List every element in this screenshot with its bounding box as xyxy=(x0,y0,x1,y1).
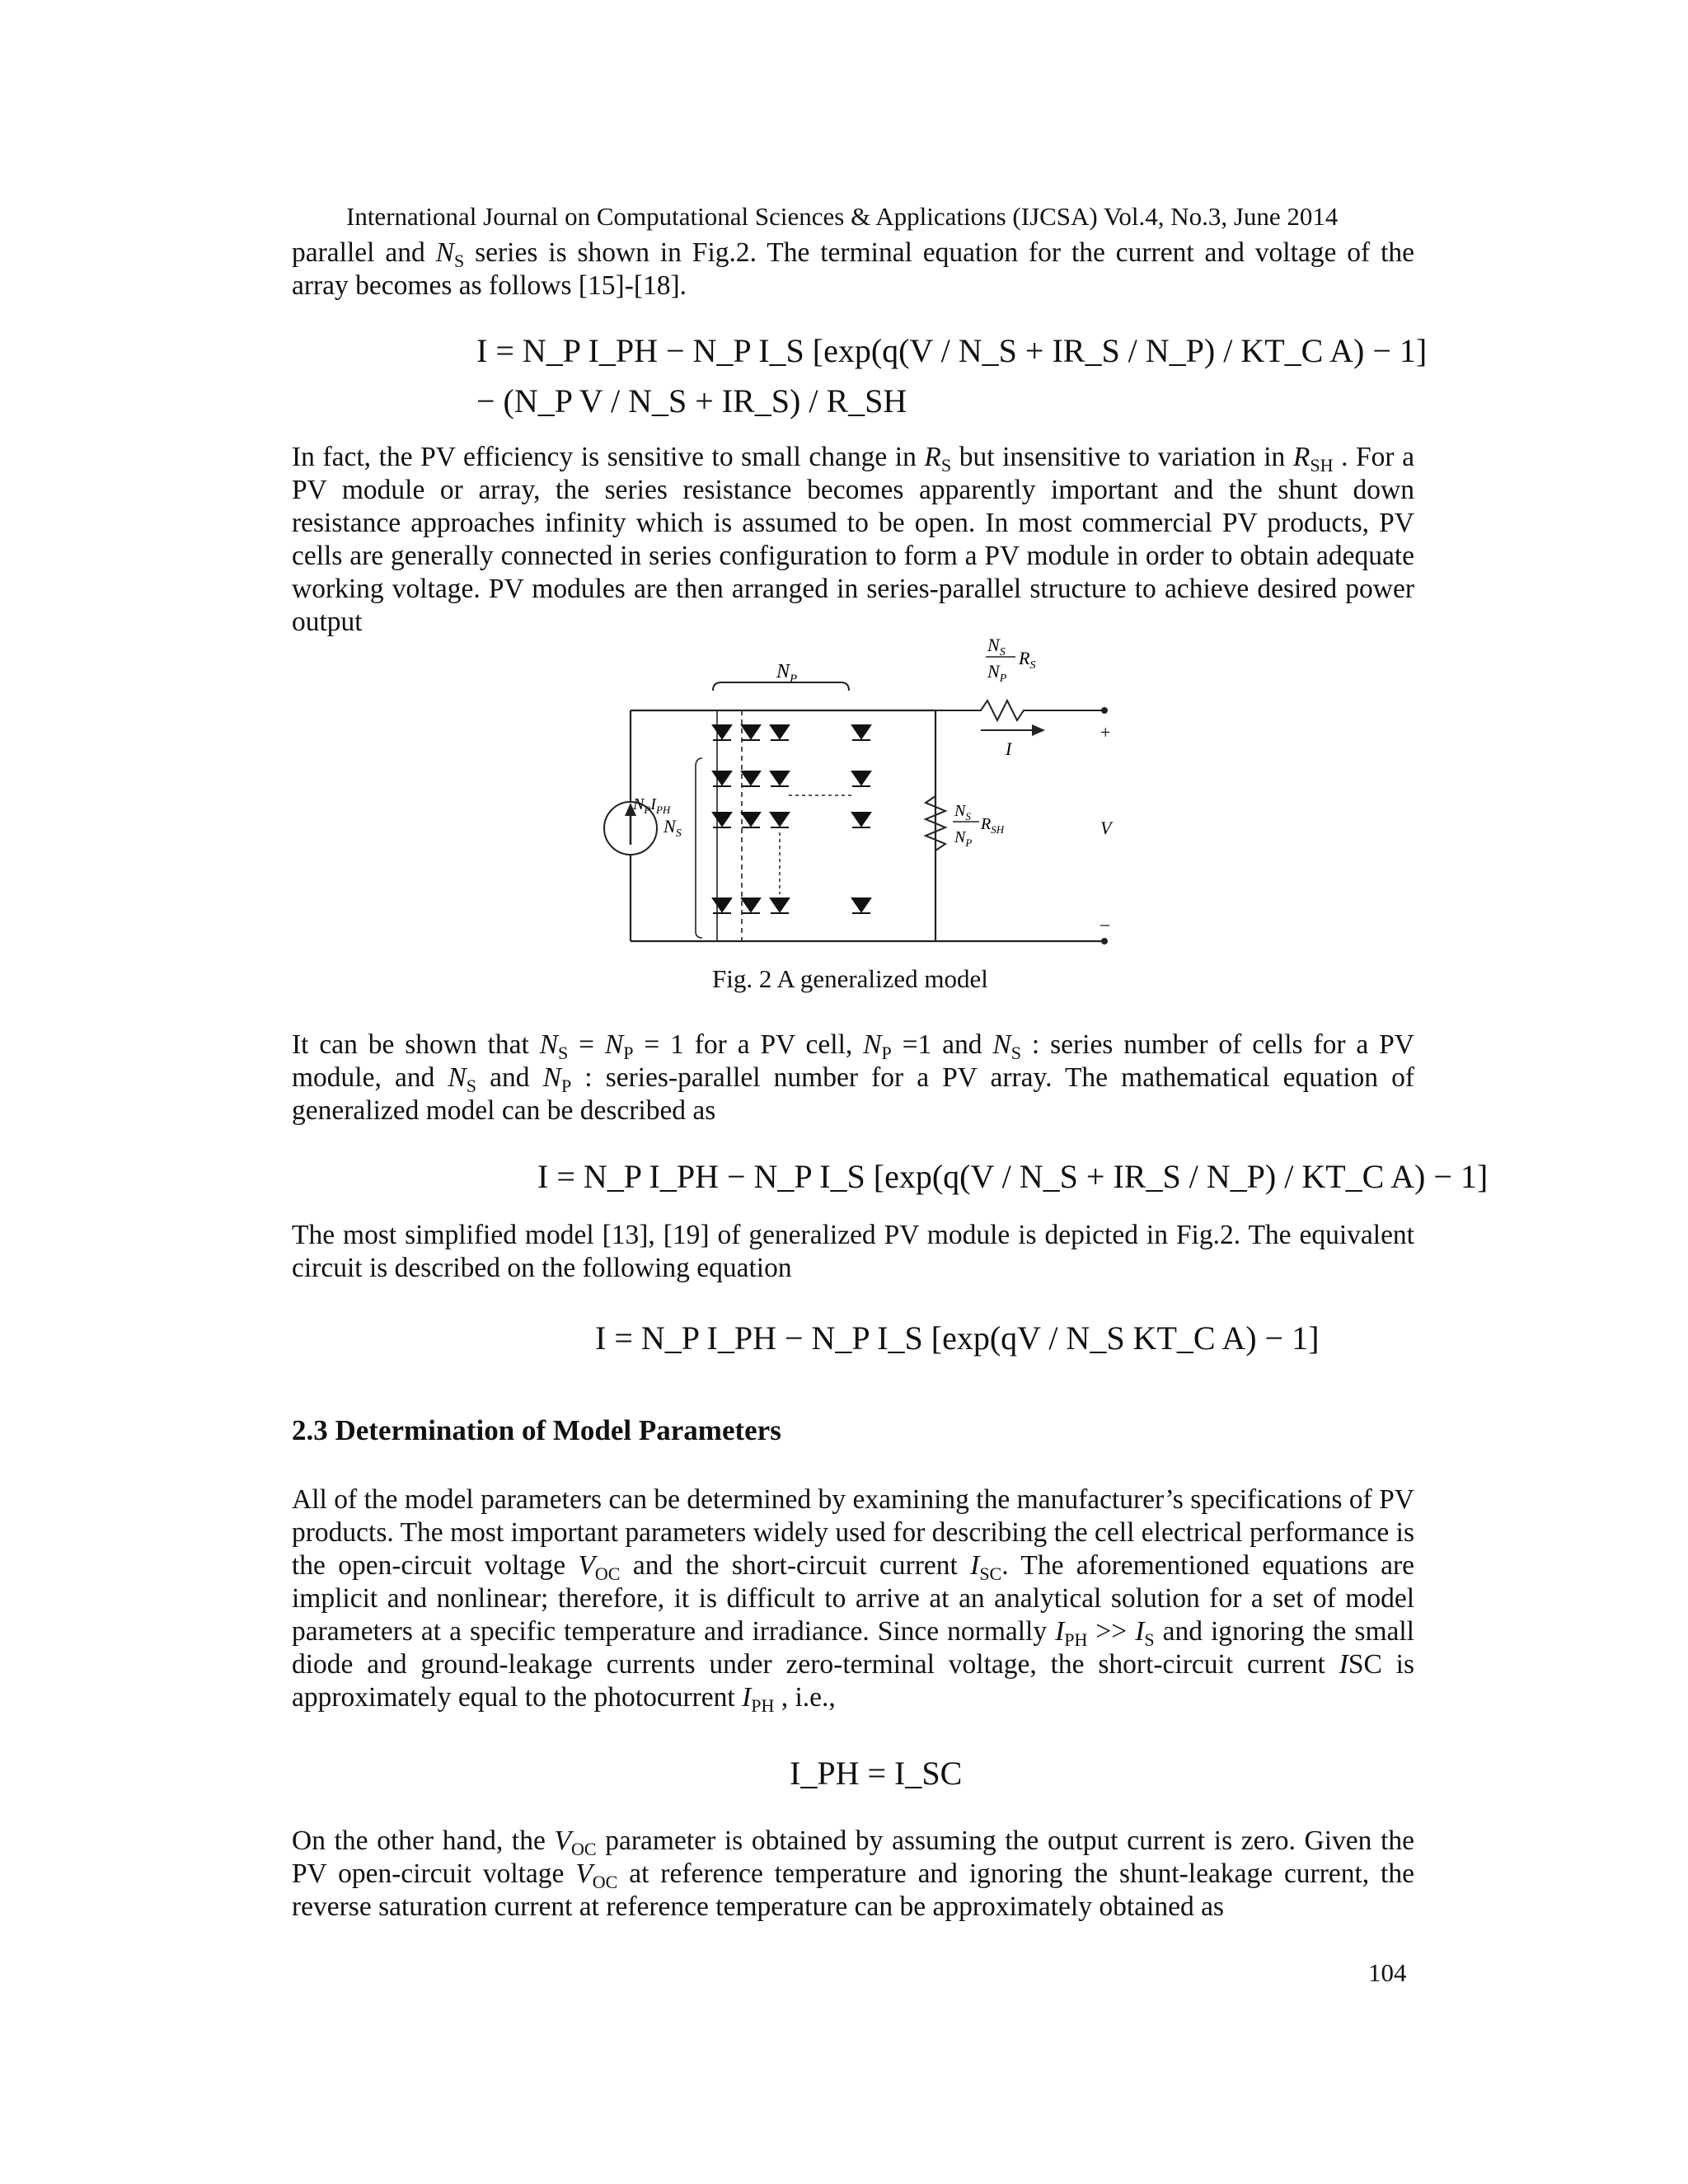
rsh-fraction-den: $N_P$ xyxy=(954,828,973,849)
diode xyxy=(713,725,731,738)
minus-sign: – xyxy=(1100,913,1109,934)
paragraph-3: It can be shown that $N_S = N_P = 1$ for a PV cell, $N_P =1$ and $N_S$ : series number of cells for a PV module, and $N_S$ and $N_P$ : series-parallel number for a PV array. The mathematical equation of generalized model can be described as xyxy=(292,1029,1415,1126)
current-arrow xyxy=(1032,724,1045,736)
rsh-label: $R_{SH}$ xyxy=(981,815,1005,836)
diode xyxy=(713,898,731,912)
diode xyxy=(771,725,789,738)
diode xyxy=(742,898,760,912)
negative-terminal xyxy=(1101,938,1108,944)
current-label: I xyxy=(1006,738,1012,759)
diode xyxy=(852,771,870,785)
diode xyxy=(771,771,789,785)
circuit-figure xyxy=(593,635,1121,956)
rs-fraction-den: $N_P$ xyxy=(987,661,1007,685)
equation-1-line-2: − (N_P V / N_S + IR_S) / R_SH xyxy=(476,382,907,419)
np-brace xyxy=(713,682,849,691)
plus-sign: + xyxy=(1100,722,1111,743)
ns-brace xyxy=(696,758,702,938)
diode xyxy=(713,771,731,785)
rs-label: $R_S$ xyxy=(1019,648,1036,672)
source-label-bottom: $N_S$ xyxy=(663,816,682,840)
voltage-label: V xyxy=(1100,818,1112,838)
figure-caption: Fig. 2 A generalized model xyxy=(712,964,988,993)
paragraph-5: All of the model parameters can be determined by examining the manufacturer’s specifications of PV products. The most important parameters widely used for describing the cell electrical performance is the open-circuit voltage $V_{OC}$ and the short-circuit current $I_{SC}$. The aforementioned equations are implicit and nonlinear; therefore, it is difficult to arrive at an analytical solution for a set of model parameters at a specific temperature and irradiance. Since normally $I_{PH} >> I_S$ and ignoring the small diode and ground-leakage currents under zero-terminal voltage, the short-circuit current ISC is approximately equal to the photocurrent $I_{PH}$ , i.e., xyxy=(292,1484,1415,1716)
diode xyxy=(852,725,870,738)
paragraph-6: On the other hand, the $V_{OC}$ parameter is obtained by assuming the output current is zero. Given the PV open-circuit voltage $V_{OC}$ at reference temperature and ignoring the shunt-leakage current, the reverse saturation current at reference temperature can be approximately obtained as xyxy=(292,1825,1414,1922)
diode-array xyxy=(713,725,870,913)
equation-4: I_PH = I_SC xyxy=(790,1755,963,1792)
diode xyxy=(771,898,789,912)
diode xyxy=(713,813,731,826)
series-resistor xyxy=(935,701,1104,720)
diode xyxy=(771,813,789,826)
paragraph-4: The most simplified model [13], [19] of generalized PV module is depicted in Fig.2. The equivalent circuit is described on the following equation xyxy=(292,1220,1414,1283)
rsh-fraction-num: $N_S$ xyxy=(954,802,971,823)
diode xyxy=(742,813,760,826)
np-label: $N_P$ xyxy=(776,661,798,686)
paragraph-2: In fact, the PV efficiency is sensitive to small change in $R_S$ but insensitive to variation in $R_{SH}$ . For a PV module or array, the series resistance becomes apparently important and the shunt down resistance approaches infinity which is assumed to be open. In most commercial PV products, PV cells are generally connected in series configuration to form a PV module in order to obtain adequate working voltage. PV modules are then arranged in series-parallel structure to achieve desired power output xyxy=(292,442,1414,637)
rs-fraction-num: $N_S$ xyxy=(987,635,1006,658)
paragraph-1: parallel and $N_S$ series is shown in Fig.2. The terminal equation for the current and voltage of the array becomes as follows [15]-[18]. xyxy=(292,237,1414,301)
running-head: International Journal on Computational Sciences & Applications (IJCSA) Vol.4, No.3, June 2014 xyxy=(346,202,1339,231)
equation-2: I = N_P I_PH − N_P I_S [exp(q(V / N_S + IR_S / N_P) / KT_C A) − 1] xyxy=(537,1158,1489,1195)
equation-3: I = N_P I_PH − N_P I_S [exp(qV / N_S KT_C A) − 1] xyxy=(595,1319,1320,1357)
equation-1-line-1 xyxy=(476,331,1427,371)
section-heading: 2.3 Determination of Model Parameters xyxy=(292,1414,781,1446)
positive-terminal xyxy=(1101,707,1108,714)
diode xyxy=(742,771,760,785)
source-label-top: $N_PI_{PH}$ xyxy=(633,795,671,816)
page-number: 104 xyxy=(1368,1958,1407,1987)
equation-1-text: I = N_P I_PH − N_P I_S [exp(q(V / N_S + IR_S / N_P) / KT_C A) − 1] xyxy=(476,332,1428,369)
diode xyxy=(852,898,870,912)
diode xyxy=(852,813,870,826)
diode xyxy=(742,725,760,738)
